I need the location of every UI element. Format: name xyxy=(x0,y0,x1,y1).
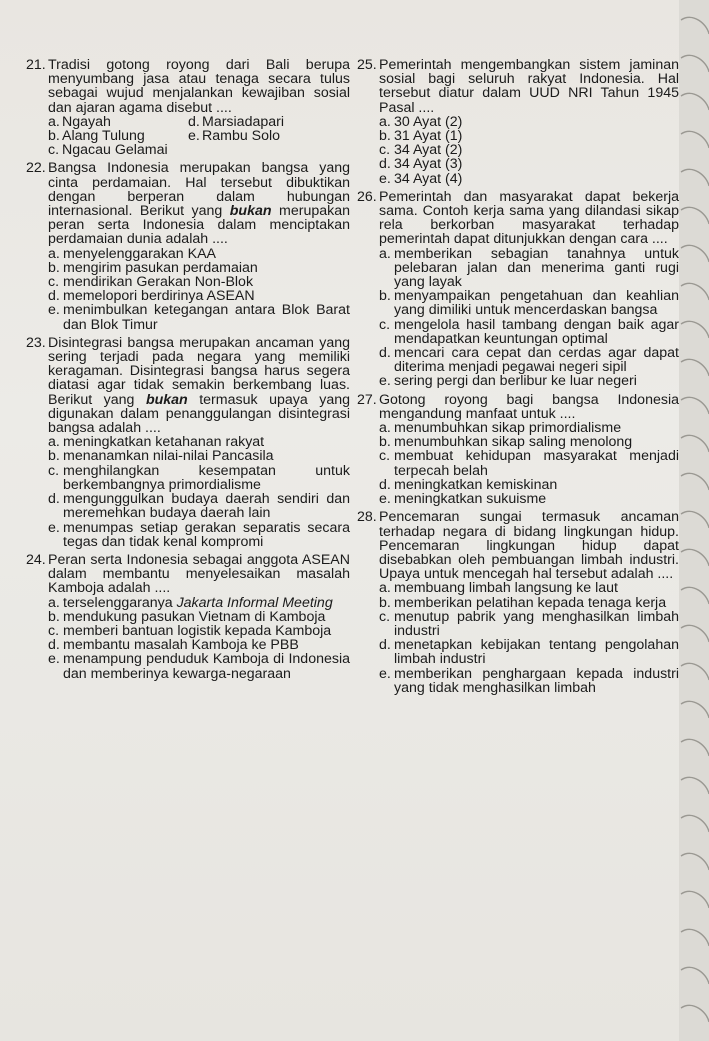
question-text: Peran serta Indonesia sebagai anggota ASEAN dalam membantu menyelesaikan masalah Kamboja adalah .... xyxy=(48,551,350,597)
emphasis-word: bukan xyxy=(145,391,188,408)
left-column xyxy=(26,58,350,685)
option-a[interactable]: a. Ngayah xyxy=(48,113,111,130)
option-a[interactable]: a. meningkatkan ketahanan rakyat xyxy=(48,434,265,451)
answer-options xyxy=(26,115,350,158)
question-28 xyxy=(357,510,679,695)
question-number: 25. xyxy=(357,57,377,73)
option-c[interactable]: c. memberi bantuan logistik kepada Kamboja xyxy=(48,622,332,639)
question-24 xyxy=(26,553,350,681)
question-number: 27. xyxy=(357,391,377,408)
question-22 xyxy=(26,161,350,331)
answer-options xyxy=(357,421,679,506)
option-d[interactable]: d. meningkatkan kemiskinan xyxy=(379,476,558,493)
option-e[interactable]: e. menimbulkan ketegangan antara Blok Barat dan Blok Timur xyxy=(48,302,350,333)
question-text: Tradisi gotong royong dari Bali berupa menyumbang jasa atau tenaga secara tulus sebagai wujud menjalankan kewajiban sosial dan ajaran agama disebut .... xyxy=(48,57,350,116)
option-e[interactable]: e. 34 Ayat (4) xyxy=(379,170,463,187)
option-a[interactable]: a. terselenggaranya Jakarta Informal Meeting xyxy=(48,594,333,611)
answer-options xyxy=(26,596,350,681)
option-b[interactable]: b. menumbuhkan sikap saling menolong xyxy=(379,434,633,451)
option-e[interactable]: e. sering pergi dan berlibur ke luar negeri xyxy=(379,373,637,390)
option-c[interactable]: c. mengelola hasil tambang dengan baik agar mendapatkan keuntungan optimal xyxy=(379,316,679,347)
question-number: 21. xyxy=(26,57,46,73)
answer-options xyxy=(26,435,350,549)
option-c[interactable]: c. mendirikan Gerakan Non-Blok xyxy=(48,274,254,291)
question-number: 22. xyxy=(26,160,46,177)
option-d[interactable]: d. menetapkan kebijakan tentang pengolahan limbah industri xyxy=(379,637,679,668)
question-21 xyxy=(26,58,350,157)
option-c[interactable]: c. menghilangkan kesempatan untuk berkembangnya primordialisme xyxy=(48,462,350,493)
spiral-binding xyxy=(679,0,709,1041)
question-text: Bangsa Indonesia merupakan bangsa yang cinta perdamaian. Hal tersebut dibuktikan dengan berperan dalam hubungan internasional. Berikut yang bukan merupakan peran serta Indonesia dalam menciptakan perdamaian dunia adalah .... xyxy=(48,160,351,248)
question-text: Disintegrasi bangsa merupakan ancaman yang sering terjadi pada negara yang memiliki keragaman. Disintegrasi bangsa harus segera diatasi agar tidak semakin berkembang luas. Berikut yang bukan termasuk upaya yang digunakan dalam penanggulangan disintegrasi bangsa adalah .... xyxy=(48,334,350,437)
question-23 xyxy=(26,336,350,549)
option-c[interactable]: c. 34 Ayat (2) xyxy=(379,142,463,159)
question-number: 24. xyxy=(26,551,46,568)
option-e[interactable]: e. menampung penduduk Kamboja di Indonesia dan memberinya kewarga-negaraan xyxy=(48,651,350,682)
question-text: Gotong royong bagi bangsa Indonesia mengandung manfaat untuk .... xyxy=(379,391,679,422)
option-d[interactable]: d. mengunggulkan budaya daerah sendiri dan meremehkan budaya daerah lain xyxy=(48,491,350,522)
question-26 xyxy=(357,190,679,389)
option-d[interactable]: d. membantu masalah Kamboja ke PBB xyxy=(48,637,299,654)
emphasis-word: bukan xyxy=(229,203,272,220)
option-b[interactable]: b. Alang Tulung xyxy=(48,128,145,145)
option-b[interactable]: b. 31 Ayat (1) xyxy=(379,128,463,145)
question-number: 28. xyxy=(357,509,377,526)
option-d[interactable]: d. Marsiadapari xyxy=(188,113,285,130)
question-number: 26. xyxy=(357,188,377,205)
question-number: 23. xyxy=(26,334,46,351)
option-e[interactable]: e. memberikan penghargaan kepada industri yang tidak menghasilkan limbah xyxy=(379,665,679,696)
question-text: Pencemaran sungai termasuk ancaman terhadap negara di bidang lingkungan hidup. Pencemaran lingkungan hidup dapat disebabkan oleh pembuangan limbah industri. Upaya untuk mencegah hal tersebut adalah .... xyxy=(379,509,679,583)
option-b[interactable]: b. memberikan pelatihan kepada tenaga kerja xyxy=(379,594,667,611)
option-a[interactable]: a. membuang limbah langsung ke laut xyxy=(379,580,618,597)
question-text: Pemerintah dan masyarakat dapat bekerja sama. Contoh kerja sama yang dilandasi sikap rela berkorban masyarakat terhadap pemerintah dapat ditunjukkan dengan cara .... xyxy=(379,188,679,248)
option-e[interactable]: e. meningkatkan sukuisme xyxy=(379,491,547,508)
option-b[interactable]: b. mengirim pasukan perdamaian xyxy=(48,259,258,276)
answer-options xyxy=(26,247,350,332)
option-c[interactable]: c. Ngacau Gelamai xyxy=(48,142,168,159)
option-b[interactable]: b. menyampaikan pengetahuan dan keahlian yang dimiliki untuk mencerdaskan bangsa xyxy=(379,288,679,319)
option-e[interactable]: e. Rambu Solo xyxy=(188,128,281,145)
option-d[interactable]: d. mencari cara cepat dan cerdas agar dapat diterima menjadi pegawai negeri sipil xyxy=(379,345,679,376)
option-a[interactable]: a. menyelenggarakan KAA xyxy=(48,245,217,262)
option-d[interactable]: d. memelopori berdirinya ASEAN xyxy=(48,288,255,305)
option-d[interactable]: d. 34 Ayat (3) xyxy=(379,156,463,173)
question-text: Pemerintah mengembangkan sistem jaminan sosial bagi seluruh rakyat Indonesia. Hal tersebut diatur dalam UUD NRI Tahun 1945 Pasal .... xyxy=(379,57,679,116)
option-a[interactable]: a. 30 Ayat (2) xyxy=(379,113,463,130)
answer-options xyxy=(357,115,679,186)
answer-options xyxy=(357,581,679,695)
option-e[interactable]: e. menumpas setiap gerakan separatis secara tegas dan tidak kenal kompromi xyxy=(48,519,350,550)
answer-options xyxy=(357,247,679,389)
option-c[interactable]: c. menutup pabrik yang menghasilkan limbah industri xyxy=(379,608,679,639)
option-c[interactable]: c. membuat kehidupan masyarakat menjadi terpecah belah xyxy=(379,448,679,479)
option-a[interactable]: a. menumbuhkan sikap primordialisme xyxy=(379,420,622,437)
question-25 xyxy=(357,58,679,186)
option-b[interactable]: b. menanamkan nilai-nilai Pancasila xyxy=(48,448,274,465)
emphasis-term: Jakarta Informal Meeting xyxy=(176,594,333,611)
question-27 xyxy=(357,393,679,507)
option-b[interactable]: b. mendukung pasukan Vietnam di Kamboja xyxy=(48,608,326,625)
option-a[interactable]: a. memberikan sebagian tanahnya untuk pelebaran jalan dan menerima ganti rugi yang layak xyxy=(379,245,679,291)
right-column xyxy=(357,58,679,699)
